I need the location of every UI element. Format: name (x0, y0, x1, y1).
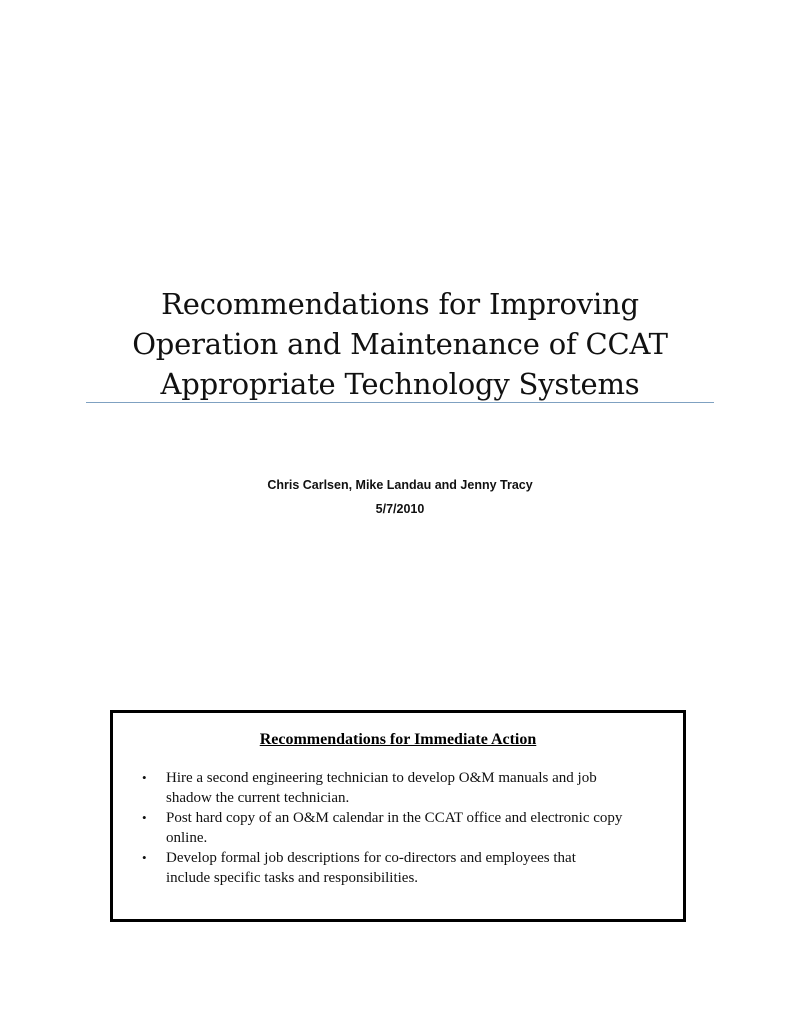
authors-line: Chris Carlsen, Mike Landau and Jenny Tracy (267, 478, 533, 492)
title-underline-rule (86, 402, 714, 403)
list-item-text-line: Post hard copy of an O&M calendar in the CCAT office and electronic copy (166, 810, 623, 826)
list-item-text-line: Hire a second engineering technician to develop O&M manuals and job (166, 770, 597, 786)
list-item-text-line: online. (166, 830, 208, 846)
list-item (138, 848, 668, 888)
list-item-text-line: shadow the current technician. (166, 790, 350, 806)
title-line-3: Appropriate Technology Systems (160, 367, 640, 401)
title-line-2: Operation and Maintenance of CCAT (132, 327, 668, 361)
document-date: 5/7/2010 (375, 502, 425, 516)
bullet-icon: • (142, 770, 147, 785)
document-title (86, 284, 714, 404)
list-item (138, 768, 668, 808)
immediate-action-box (110, 710, 686, 922)
list-item (138, 808, 668, 848)
bullet-icon: • (142, 810, 147, 825)
list-item-text-line: Develop formal job descriptions for co-directors and employees that (166, 850, 576, 866)
action-box-heading: Recommendations for Immediate Action (259, 731, 537, 748)
bullet-icon: • (142, 850, 147, 865)
title-line-1: Recommendations for Improving (161, 287, 639, 321)
action-list (138, 768, 668, 888)
list-item-text-line: include specific tasks and responsibilities. (166, 870, 419, 886)
